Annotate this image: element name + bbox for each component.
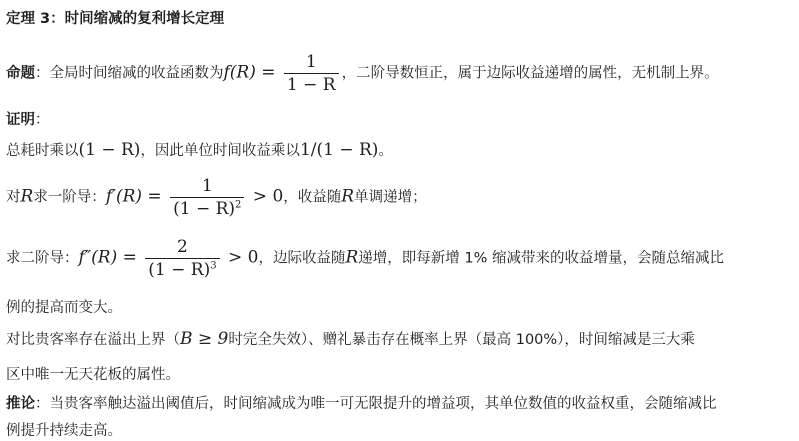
proof-colon: ：: [35, 112, 50, 128]
proposition-line: [6, 52, 719, 95]
step3-denominator-base: (1 − R): [148, 260, 211, 280]
step3-variable: R: [345, 247, 359, 268]
step3-fraction: [145, 237, 219, 280]
step2-denominator-exponent: 2: [235, 199, 242, 211]
step1-text-mid: ，因此单位时间收益乘以: [140, 143, 300, 159]
step1-math-1: (1 − R): [78, 140, 141, 160]
proof-step-3: [6, 237, 724, 280]
proposition-label: 命题: [6, 65, 35, 82]
inference-label: 推论: [6, 396, 35, 412]
inference-colon: ：: [35, 396, 50, 412]
step2-formula-rhs: > 0: [247, 186, 284, 207]
proposition-colon: ：: [35, 65, 50, 82]
proof-step-4: [6, 328, 695, 349]
proposition-text-after: ，二阶导数恒正，属于边际收益递增的属性，无机制上界。: [341, 65, 719, 82]
inference-text: 当贵客率触达溢出阈值后，时间缩减成为唯一可无限提升的增益项，其单位数值的收益权重，会随缩减比: [49, 396, 717, 412]
step3-fraction-numerator: 2: [177, 237, 188, 257]
step2-formula-lhs: f′(R) =: [105, 186, 168, 207]
step2-variable: R: [20, 186, 34, 207]
theorem-title: 定理 3：时间缩减的复利增长定理: [6, 11, 225, 27]
step3-text-end: 递增，即每新增 1% 缩减带来的收益增量，会随总缩减比: [358, 250, 724, 267]
step2-variable-2: R: [341, 186, 355, 207]
step2-text: 对: [6, 189, 21, 206]
proof-step-1: [6, 139, 393, 160]
proof-step-2: [6, 176, 427, 219]
step3-fraction-denominator: [145, 258, 219, 280]
step2-fraction-denominator: [170, 197, 244, 219]
step3-formula-lhs: f″(R) =: [78, 247, 143, 268]
step3-formula-rhs: > 0: [222, 247, 259, 268]
step2-text-mid: 求一阶导：: [33, 189, 106, 206]
proposition-fraction: [284, 52, 339, 95]
proof-step-4-continued: 区中唯一无天花板的属性。: [6, 367, 180, 383]
step1-math-2: 1/(1 − R): [299, 140, 379, 160]
proof-heading: [6, 108, 50, 129]
step4-text: 对比贵客率存在溢出上界（: [6, 332, 180, 348]
step2-fraction-numerator: 1: [201, 176, 213, 196]
step2-denominator-base: (1 − R): [173, 199, 236, 219]
inference-continued: 例提升持续走高。: [6, 423, 122, 439]
step3-denominator-exponent: 3: [210, 260, 217, 272]
step2-fraction: [170, 176, 244, 219]
proposition-formula-lhs: f(R) =: [223, 62, 281, 83]
step2-text-after: ，收益随: [283, 189, 342, 206]
step4-math: B ≥ 9: [180, 329, 229, 349]
proposition-text: 全局时间缩减的收益函数为: [49, 65, 224, 82]
step3-text-after: ，边际收益随: [258, 250, 346, 267]
step4-text-after: 时完全失效）、赠礼暴击存在概率上界（最高 100%），时间缩减是三大乘: [228, 332, 695, 348]
inference-line: [6, 392, 717, 413]
proposition-fraction-denominator: 1 − R: [284, 73, 339, 95]
proposition-fraction-numerator: 1: [305, 52, 317, 72]
proof-step-3-continued: 例的提高而变大。: [6, 300, 122, 316]
step2-text-end: 单调递增；: [354, 189, 427, 206]
step3-text: 求二阶导：: [6, 250, 79, 267]
step1-text: 总耗时乘以: [6, 143, 79, 159]
proof-label: 证明: [6, 112, 35, 128]
step1-text-after: 。: [378, 143, 393, 159]
